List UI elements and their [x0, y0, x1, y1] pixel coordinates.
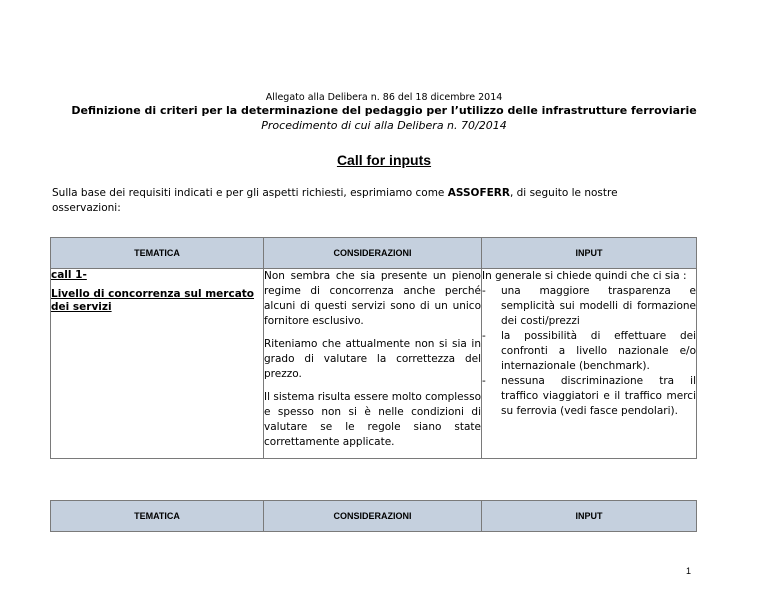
considerazione-3: Il sistema risulta essere molto complesso e spesso non si è nelle condizioni di valutare se le regole siano state correttamente applicate. — [264, 391, 481, 448]
page-number: 1 — [686, 566, 692, 576]
considerazione-2: Riteniamo che attualmente non si sia in grado di valutare la correttezza del prezzo. — [264, 338, 481, 380]
table-header-row — [51, 238, 697, 269]
document-reference: Allegato alla Delibera n. 86 del 18 dicembre 2014 — [265, 92, 503, 103]
header-tematica: TEMATICA — [51, 501, 264, 532]
header-considerazioni: CONSIDERAZIONI — [264, 238, 482, 269]
inputs-table-continued — [50, 500, 697, 532]
table-row — [51, 269, 697, 459]
input-cell — [482, 269, 697, 459]
list-item: - la possibilità di effettuare dei confronti a livello nazionale e/o internazionale (benchmark). — [482, 330, 696, 372]
input-list — [482, 284, 696, 419]
considerazione-1: Non sembra che sia presente un pieno regime di concorrenza anche perché alcuni di questi servizi sono di un unico fornitore esclusivo. — [264, 270, 481, 327]
call-topic: Livello di concorrenza sul mercato dei servizi — [51, 288, 255, 313]
header-tematica: TEMATICA — [51, 238, 264, 269]
inputs-table — [50, 237, 697, 459]
intro-text-before: Sulla base dei requisiti indicati e per gli aspetti richiesti, esprimiamo come — [52, 187, 448, 199]
call-heading: Call for inputs — [336, 152, 432, 168]
document-title: Definizione di criteri per la determinazione del pedaggio per l’utilizzo delle infrastrutture ferroviarie — [71, 104, 697, 117]
header-input: INPUT — [482, 238, 697, 269]
list-item: - una maggiore trasparenza e semplicità sui modelli di formazione dei costi/prezzi — [482, 285, 696, 327]
header-considerazioni: CONSIDERAZIONI — [264, 501, 482, 532]
input-intro: In generale si chiede quindi che ci sia : — [482, 270, 687, 282]
organization-name: ASSOFERR — [447, 187, 510, 199]
header-input: INPUT — [482, 501, 697, 532]
considerazioni-cell — [264, 269, 482, 459]
tematica-cell — [51, 269, 264, 459]
intro-text-after: , di seguito le nostre osservazioni: — [52, 187, 618, 214]
intro-paragraph — [52, 186, 672, 216]
document-subtitle: Procedimento di cui alla Delibera n. 70/2014 — [261, 119, 507, 132]
table-header-row — [51, 501, 697, 532]
call-number: call 1- — [51, 269, 87, 281]
list-item: - nessuna discriminazione tra il traffico viaggiatori e il traffico merci su ferrovia (vedi fasce pendolari). — [482, 375, 696, 417]
